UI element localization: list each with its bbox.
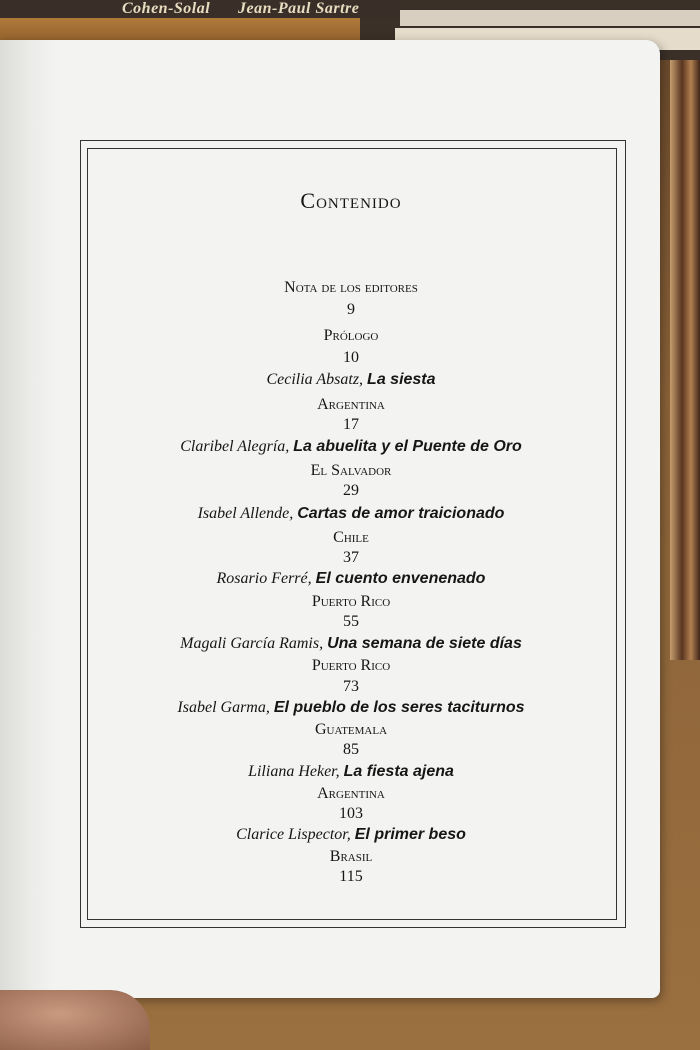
page-number: 29 [343,482,359,499]
toc-entry [87,763,615,781]
table-of-contents [87,148,615,918]
author-name: Cecilia Absatz, [266,371,364,388]
page-number: 55 [343,613,359,630]
toc-entry [87,438,615,456]
author-name: Isabel Garma, [177,699,270,716]
country: Puerto Rico [311,657,391,674]
front-matter-label: Nota de los editores [284,279,418,296]
spine-title: Cohen-Solal [122,0,211,17]
story-title: Cartas de amor traicionado [297,505,505,522]
toc-entry [87,635,615,653]
page-number: 103 [339,805,363,822]
spine-title: Jean-Paul Sartre [238,0,360,17]
story-title: El cuento envenenado [315,570,486,587]
country: El Salvador [310,462,392,479]
page-number: 37 [343,549,359,566]
page-number: 85 [343,741,359,758]
toc-entry [87,505,615,523]
story-title: El pueblo de los seres taciturnos [273,699,525,716]
story-title: La abuelita y el Puente de Oro [293,438,522,455]
country: Argentina [317,785,385,802]
book-spine [400,10,700,26]
side-books [670,60,700,660]
page-number: 115 [339,868,363,885]
page-number: 17 [343,416,359,433]
page-number: 73 [343,678,359,695]
author-name: Clarice Lispector, [236,826,351,843]
story-title: El primer beso [354,826,466,843]
toc-entry [87,699,615,717]
toc-title: Contenido [300,188,402,213]
toc-entry [87,570,615,588]
front-matter-label: Prólogo [323,327,379,344]
author-name: Rosario Ferré, [216,570,312,587]
author-name: Isabel Allende, [197,505,294,522]
country: Argentina [317,396,385,413]
author-name: Magali García Ramis, [180,635,324,652]
story-title: La fiesta ajena [343,763,454,780]
story-title: La siesta [367,371,436,388]
toc-entry [87,371,615,389]
story-title: Una semana de siete días [327,635,522,652]
page-number: 10 [343,349,359,366]
thumb [0,990,150,1050]
author-name: Liliana Heker, [248,763,340,780]
country: Puerto Rico [311,593,391,610]
country: Guatemala [314,721,388,738]
author-name: Claribel Alegría, [180,438,290,455]
page-gutter [0,40,55,998]
country: Chile [333,529,369,546]
page-number: 9 [347,301,355,318]
country: Brasil [329,848,373,865]
toc-entry [87,826,615,844]
